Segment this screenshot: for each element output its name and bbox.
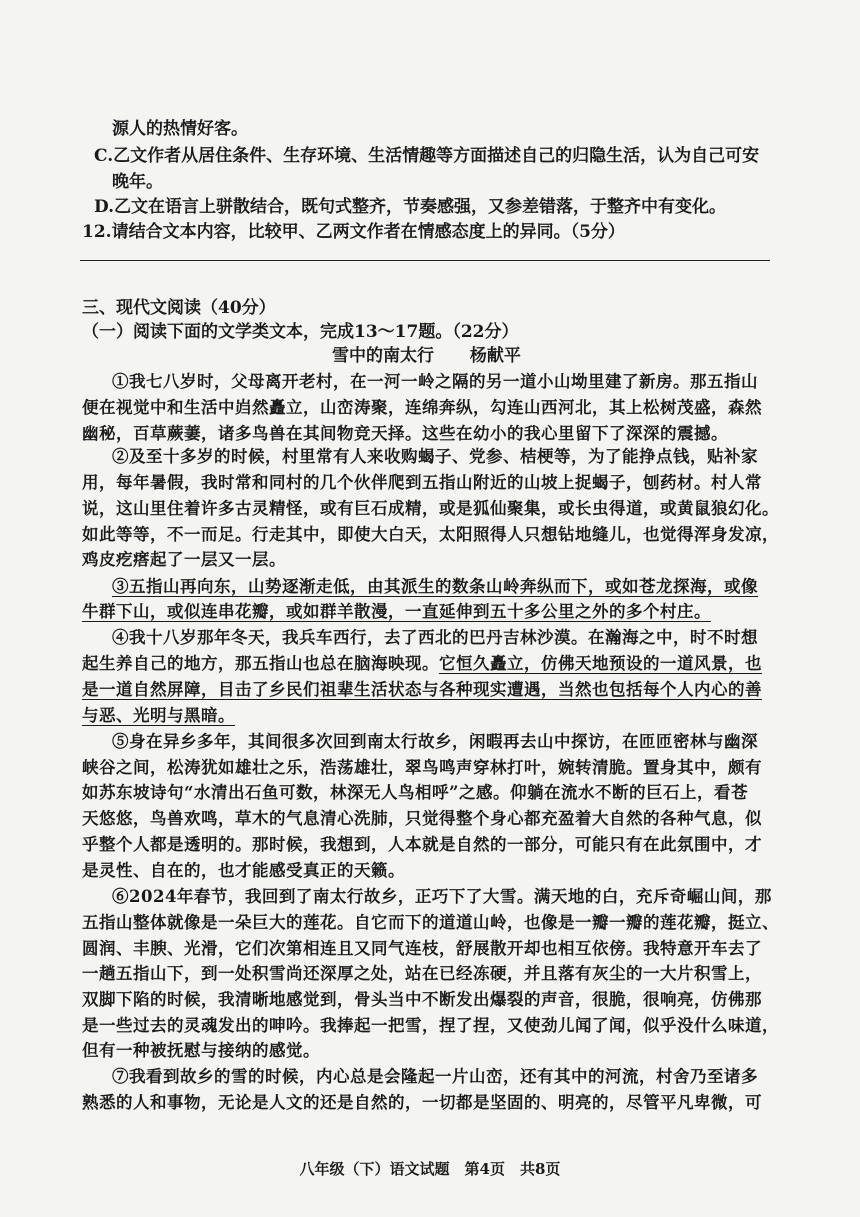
- section-3-heading: 三、现代文阅读（40分）: [82, 298, 276, 318]
- q11-option-d: D.乙文在语言上骈散结合，既句式整齐，节奏感强，又参差错落，于整齐中有变化。: [94, 197, 727, 217]
- question-12: 12.请结合文本内容，比较甲、乙两文作者在情感态度上的异同。（5分）: [82, 222, 625, 242]
- para-4-underlined-start: 它恒久矗立，仿佛天地预设的一道风景，也: [439, 654, 762, 673]
- para-4-line-2: [82, 653, 772, 675]
- para-4-line-1: ④我十八岁那年冬天，我兵车西行，去了西北的巴丹吉林沙漠。在瀚海之中，时不时想: [112, 628, 758, 647]
- para-2-line-4: 如此等等，不一而足。行走其中，即使大白天，太阳照得人只想钻地缝儿，也觉得浑身发凉，: [82, 525, 779, 544]
- para-5-line-5: 乎整个人都是透明的。那时候，我想到，人本就是自然的一部分，可能只有在此氛围中，才: [82, 835, 762, 854]
- para-7-line-1: ⑦我看到故乡的雪的时候，内心总是会隆起一片山峦，还有其中的河流，村舍乃至诸多: [112, 1067, 758, 1086]
- essay-title: [332, 345, 521, 367]
- answer-line[interactable]: [80, 260, 770, 261]
- q11-option-b-tail: 源人的热情好客。: [112, 119, 248, 139]
- para-6-line-4: 一趟五指山下，到一处积雪尚还深厚之处，站在已经冻硬，并且落有灰尘的一大片积雪上，: [82, 964, 762, 983]
- para-5-line-1: ⑤身在异乡多年，其间很多次回到南太行故乡，闲暇再去山中探访，在匝匝密林与幽深: [112, 732, 758, 751]
- para-1-line-3: 幽秘，百草蕨萋，诸多鸟兽在其间物竞天择。这些在幼小的我心里留下了深深的震撼。: [82, 424, 728, 443]
- para-6-line-2: 五指山整体就像是一朵巨大的莲花。自它而下的道道山岭，也像是一瓣一瓣的莲花瓣，挺立、: [82, 913, 779, 932]
- para-3-line-1: ③五指山再向东，山势逐渐走低，由其派生的数条山岭奔纵而下，或如苍龙探海，或像: [112, 577, 758, 596]
- q11-option-c-line2: 晚年。: [112, 172, 163, 192]
- para-7-line-2: 熟悉的人和事物，无论是人文的还是自然的，一切都是坚固的、明亮的，尽管平凡卑微，可: [82, 1093, 762, 1112]
- para-4-line-3: 是一道自然屏障，目击了乡民们祖辈生活状态与各种现实遭遇，当然也包括每个人内心的善: [82, 680, 762, 699]
- para-2-line-5: 鸡皮疙瘩起了一层又一层。: [82, 550, 286, 569]
- essay-title-text: 雪中的南太行: [332, 346, 434, 366]
- essay-author: 杨献平: [469, 346, 521, 366]
- para-4-line-4: 与恶、光明与黑暗。: [82, 706, 235, 725]
- para-2-line-2: 用，每年暑假，我时常和同村的几个伙伴爬到五指山附近的山坡上捉蝎子，刨药材。村人常: [82, 473, 762, 492]
- q11-option-c-line1: C.乙文作者从居住条件、生存环境、生活情趣等方面描述自己的归隐生活，认为自己可安: [94, 146, 760, 166]
- para-3-line-2: 牛群下山，或似连串花瓣，或如群羊散漫，一直延伸到五十多公里之外的多个村庄。: [82, 602, 711, 621]
- para-2-line-1: ②及至十多岁的时候，村里常有人来收购蝎子、党参、桔梗等，为了能挣点钱，贴补家: [112, 447, 758, 466]
- para-4-line-2-plain: 起生养自己的地方，那五指山也总在脑海映现。: [82, 654, 439, 673]
- para-6-line-5: 双脚下陷的时候，我清晰地感觉到，骨头当中不断发出爆裂的声音，很脆，很响亮，仿佛那: [82, 990, 762, 1009]
- para-6-line-3: 圆润、丰腴、光滑，它们次第相连且又同气连枝，舒展散开却也相互依傍。我特意开车去了: [82, 939, 762, 958]
- para-5-line-2: 峡谷之间，松涛犹如雄壮之乐，浩荡雄壮，翠鸟鸣声穿林打叶，婉转清脆。置身其中，颇有: [82, 758, 762, 777]
- para-1-line-2: 便在视觉中和生活中岿然矗立，山峦涛聚，连绵奔纵，勾连山西河北，其上松树茂盛，森然: [82, 398, 762, 417]
- para-5-line-4: 天悠悠，鸟兽欢鸣，草木的气息清心洗肺，只觉得整个身心都充盈着大自然的各种气息，似: [82, 809, 762, 828]
- para-6-line-7: 但有一种被抚慰与接纳的感觉。: [82, 1041, 320, 1060]
- page-footer: 八年级（下）语文试题 第4页 共8页: [299, 1160, 561, 1178]
- para-6-line-1: ⑥2024年春节，我回到了南太行故乡，正巧下了大雪。满天地的白，充斥奇崛山间，那: [112, 887, 772, 906]
- para-2-line-3: 说，这山里住着许多古灵精怪，或有巨石成精，或是狐仙聚集，或长虫得道，或黄鼠狼幻化。: [82, 499, 779, 518]
- para-6-line-6: 是一些过去的灵魂发出的呻吟。我捧起一把雪，捏了捏，又使劲儿闻了闻，似乎没什么味道，: [82, 1016, 779, 1035]
- para-5-line-3: 如苏东坡诗句“水清出石鱼可数，林深无人鸟相呼”之感。仰躺在流水不断的巨石上，看苍: [82, 783, 748, 802]
- subsection-1-heading: （一）阅读下面的文学类文本，完成13～17题。（22分）: [82, 322, 519, 342]
- para-5-line-6: 是灵性、自在的，也才能感受真正的天籁。: [82, 861, 405, 880]
- para-1-line-1: ①我七八岁时，父母离开老村，在一河一岭之隔的另一道小山坳里建了新房。那五指山: [112, 372, 758, 391]
